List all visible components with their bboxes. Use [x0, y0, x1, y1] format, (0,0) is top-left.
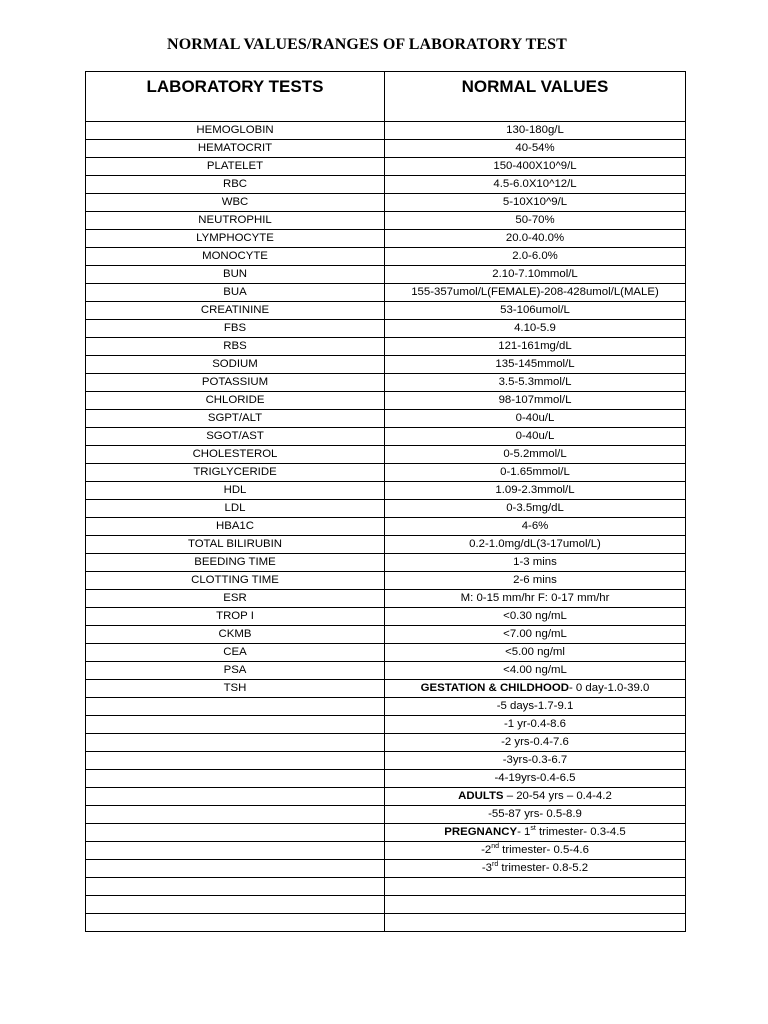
- table-row: [86, 662, 686, 680]
- test-name: TRIGLYCERIDE: [86, 464, 385, 482]
- trimester-prefix: -3: [481, 862, 492, 874]
- test-value: -3yrs-0.3-6.7: [385, 752, 686, 770]
- test-value: 4-6%: [385, 518, 686, 536]
- table-row: [86, 626, 686, 644]
- test-name: CEA: [86, 644, 385, 662]
- test-name: RBC: [86, 176, 385, 194]
- table-row: [86, 356, 686, 374]
- test-name: LYMPHOCYTE: [86, 230, 385, 248]
- test-value: 0-1.65mmol/L: [385, 464, 686, 482]
- table-row: [86, 194, 686, 212]
- test-value: 4.10-5.9: [385, 320, 686, 338]
- empty-row: [86, 878, 686, 896]
- test-name: RBS: [86, 338, 385, 356]
- test-value: 1-3 mins: [385, 554, 686, 572]
- test-value: 20.0-40.0%: [385, 230, 686, 248]
- test-name: HBA1C: [86, 518, 385, 536]
- lab-values-table: [85, 71, 686, 932]
- test-name: CHLORIDE: [86, 392, 385, 410]
- test-name: WBC: [86, 194, 385, 212]
- table-row: [86, 788, 686, 806]
- test-name: TSH: [86, 680, 385, 698]
- test-name: CHOLESTEROL: [86, 446, 385, 464]
- test-name: TROP I: [86, 608, 385, 626]
- normal-values-header: NORMAL VALUES: [385, 72, 686, 122]
- test-value: -55-87 yrs- 0.5-8.9: [385, 806, 686, 824]
- test-value: <5.00 ng/ml: [385, 644, 686, 662]
- table-row: [86, 212, 686, 230]
- test-value: M: 0-15 mm/hr F: 0-17 mm/hr: [385, 590, 686, 608]
- table-row: [86, 302, 686, 320]
- table-row: [86, 320, 686, 338]
- pregnancy-label: PREGNANCY: [444, 826, 518, 838]
- test-value: -1 yr-0.4-8.6: [385, 716, 686, 734]
- test-value: 40-54%: [385, 140, 686, 158]
- table-row: [86, 446, 686, 464]
- test-name: BEEDING TIME: [86, 554, 385, 572]
- table-row: [86, 734, 686, 752]
- test-value: -2 yrs-0.4-7.6: [385, 734, 686, 752]
- test-value: <0.30 ng/mL: [385, 608, 686, 626]
- test-value: [385, 842, 686, 860]
- table-row: [86, 590, 686, 608]
- table-row: [86, 698, 686, 716]
- test-value: 3.5-5.3mmol/L: [385, 374, 686, 392]
- test-value: 0-5.2mmol/L: [385, 446, 686, 464]
- test-value: 150-400X10^9/L: [385, 158, 686, 176]
- test-name: PLATELET: [86, 158, 385, 176]
- test-name: BUA: [86, 284, 385, 302]
- test-value: 53-106umol/L: [385, 302, 686, 320]
- test-name: ESR: [86, 590, 385, 608]
- test-value: 135-145mmol/L: [385, 356, 686, 374]
- test-value: 0.2-1.0mg/dL(3-17umol/L): [385, 536, 686, 554]
- test-name: SODIUM: [86, 356, 385, 374]
- test-name: MONOCYTE: [86, 248, 385, 266]
- table-row: [86, 374, 686, 392]
- table-body: [86, 122, 686, 932]
- adults-value: – 20-54 yrs – 0.4-4.2: [503, 790, 612, 802]
- test-value: [385, 824, 686, 842]
- table-row: [86, 608, 686, 626]
- test-name: NEUTROPHIL: [86, 212, 385, 230]
- table-row: [86, 410, 686, 428]
- table-row: [86, 680, 686, 698]
- test-name: SGOT/AST: [86, 428, 385, 446]
- test-name: HEMOGLOBIN: [86, 122, 385, 140]
- test-value: <7.00 ng/mL: [385, 626, 686, 644]
- table-row: [86, 176, 686, 194]
- test-name: CKMB: [86, 626, 385, 644]
- table-row: [86, 860, 686, 878]
- trimester-prefix: - 1: [517, 826, 531, 838]
- test-value: 4.5-6.0X10^12/L: [385, 176, 686, 194]
- table-row: [86, 248, 686, 266]
- table-row: [86, 536, 686, 554]
- table-row: [86, 266, 686, 284]
- test-value: 0-40u/L: [385, 410, 686, 428]
- trimester-ordinal: st: [530, 825, 536, 833]
- table-row: [86, 716, 686, 734]
- table-row: [86, 752, 686, 770]
- test-name: PSA: [86, 662, 385, 680]
- trimester-ordinal: rd: [492, 861, 499, 869]
- test-name: CLOTTING TIME: [86, 572, 385, 590]
- trimester-range: trimester- 0.3-4.5: [535, 826, 626, 838]
- table-row: [86, 230, 686, 248]
- test-value: 0-3.5mg/dL: [385, 500, 686, 518]
- test-value: [385, 680, 686, 698]
- empty-row: [86, 914, 686, 932]
- empty-row: [86, 896, 686, 914]
- table-row: [86, 122, 686, 140]
- test-value: 1.09-2.3mmol/L: [385, 482, 686, 500]
- test-value: <4.00 ng/mL: [385, 662, 686, 680]
- test-value: 121-161mg/dL: [385, 338, 686, 356]
- test-name: BUN: [86, 266, 385, 284]
- test-value: 5-10X10^9/L: [385, 194, 686, 212]
- table-row: [86, 572, 686, 590]
- test-value: 155-357umol/L(FEMALE)-208-428umol/L(MALE): [385, 284, 686, 302]
- laboratory-tests-header: LABORATORY TESTS: [86, 72, 385, 122]
- trimester-range: trimester- 0.8-5.2: [498, 862, 589, 874]
- test-value: -5 days-1.7-9.1: [385, 698, 686, 716]
- page-title: NORMAL VALUES/RANGES OF LABORATORY TEST: [167, 36, 567, 53]
- table-row: [86, 644, 686, 662]
- table-row: [86, 158, 686, 176]
- table-row: [86, 770, 686, 788]
- table-row: [86, 500, 686, 518]
- table-row: [86, 554, 686, 572]
- test-name: HEMATOCRIT: [86, 140, 385, 158]
- test-name: HDL: [86, 482, 385, 500]
- test-value: 2.0-6.0%: [385, 248, 686, 266]
- table-row: [86, 392, 686, 410]
- table-row: [86, 464, 686, 482]
- test-value: 130-180g/L: [385, 122, 686, 140]
- test-name: POTASSIUM: [86, 374, 385, 392]
- test-value: 2.10-7.10mmol/L: [385, 266, 686, 284]
- gestation-label: GESTATION & CHILDHOOD: [420, 682, 569, 694]
- test-value: [385, 860, 686, 878]
- gestation-value: - 0 day-1.0-39.0: [568, 682, 650, 694]
- test-name: SGPT/ALT: [86, 410, 385, 428]
- test-name: TOTAL BILIRUBIN: [86, 536, 385, 554]
- test-value: 2-6 mins: [385, 572, 686, 590]
- test-value: 98-107mmol/L: [385, 392, 686, 410]
- trimester-prefix: -2: [481, 844, 492, 856]
- test-name: CREATININE: [86, 302, 385, 320]
- trimester-range: trimester- 0.5-4.6: [499, 844, 589, 856]
- trimester-ordinal: nd: [491, 843, 500, 851]
- test-value: -4-19yrs-0.4-6.5: [385, 770, 686, 788]
- table-row: [86, 806, 686, 824]
- test-value: 0-40u/L: [385, 428, 686, 446]
- test-name: LDL: [86, 500, 385, 518]
- table-row: [86, 428, 686, 446]
- table-row: [86, 140, 686, 158]
- table-row: [86, 824, 686, 842]
- table-header-row: [86, 72, 686, 122]
- table-row: [86, 518, 686, 536]
- table-row: [86, 338, 686, 356]
- adults-label: ADULTS: [458, 790, 504, 802]
- table-row: [86, 284, 686, 302]
- test-value: 50-70%: [385, 212, 686, 230]
- table-row: [86, 842, 686, 860]
- table-row: [86, 482, 686, 500]
- test-value: [385, 788, 686, 806]
- test-name: FBS: [86, 320, 385, 338]
